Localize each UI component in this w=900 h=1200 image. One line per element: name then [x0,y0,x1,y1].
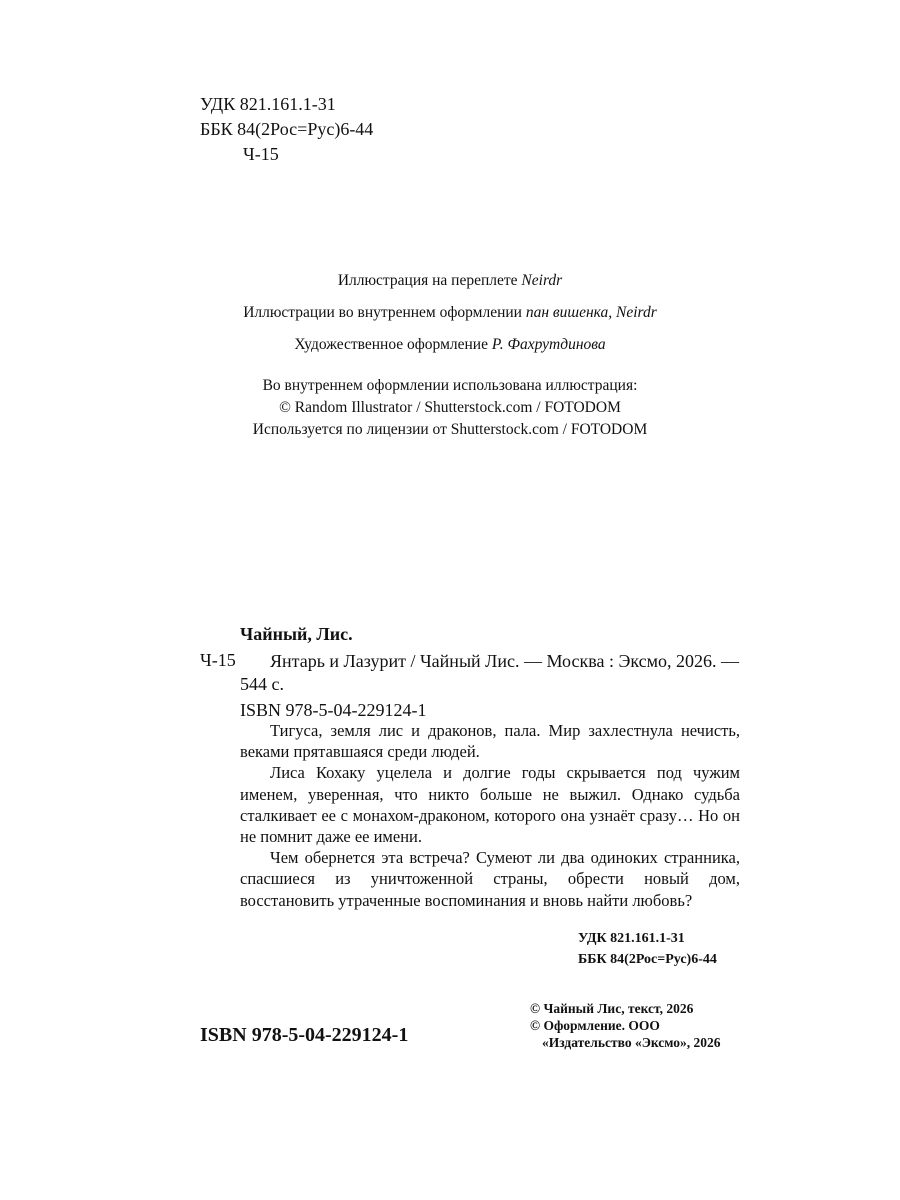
stock-credit-line3: Используется по лицензии от Shutterstock.com / FOTODOM [252,421,648,438]
catalog-isbn: ISBN 978-5-04-229124-1 [240,700,427,720]
art-credit [0,334,900,356]
art-credit-designer: Р. Фахрутдинова [491,336,606,353]
catalog-bibliographic-text: Янтарь и Лазурит / Чайный Лис. — Москва : Эксмо, 2026. — 544 с. [240,651,740,694]
cover-credit-artist: Neirdr [521,272,563,289]
bottom-isbn: ISBN 978-5-04-229124-1 [200,1024,409,1046]
interior-credit-label: Иллюстрации во внутреннем оформлении [243,304,522,321]
annotation-paragraph: Лиса Кохаку уцелела и долгие годы скрывается под чужим именем, уверенная, что никто больше не выжил. Однако судьба сталкивает ее с монахом-драконом, которого она узнаёт сразу… Но он не помнит даже ее имени. [240,763,740,847]
top-bbk: ББК 84(2Рос=Рус)6-44 [200,119,374,139]
catalog-annotation [240,720,740,911]
interior-credit-artists: пан вишенка, Neirdr [525,304,657,321]
stock-credit-line1: Во внутреннем оформлении использована иллюстрация: [262,377,638,394]
stock-credit [0,375,900,441]
art-credit-label: Художественное оформление [294,336,488,353]
top-classification [200,92,373,167]
catalog-author-code: Ч-15 [200,650,236,670]
card-udk: УДК 821.161.1-31 [578,931,685,946]
annotation-paragraph: Чем обернется эта встреча? Сумеют ли два одиноких странника, спасшиеся из уничтоженной страны, обрести новый дом, восстановить утраченные воспоминания и вновь найти любовь? [240,848,740,910]
copyright-text: © Чайный Лис, текст, 2026 [530,1001,694,1016]
interior-credit [0,302,900,324]
copyright-block [530,1000,721,1051]
copyright-publisher: «Издательство «Эксмо», 2026 [542,1035,721,1050]
card-classification [578,928,717,970]
card-bbk: ББК 84(2Рос=Рус)6-44 [578,952,717,967]
catalog-author: Чайный, Лис. [240,624,353,644]
top-udk: УДК 821.161.1-31 [200,94,336,114]
annotation-paragraph: Тигуса, земля лис и драконов, пала. Мир захлестнула нечисть, веками прятавшаяся среди людей. [240,721,740,762]
copyright-design: © Оформление. ООО [530,1018,660,1033]
catalog-bibliographic [240,650,740,696]
cover-credit-label: Иллюстрация на переплете [337,272,518,289]
top-author-code: Ч-15 [243,144,279,164]
cover-credit [0,270,900,292]
stock-credit-line2: © Random Illustrator / Shutterstock.com / FOTODOM [279,399,621,416]
